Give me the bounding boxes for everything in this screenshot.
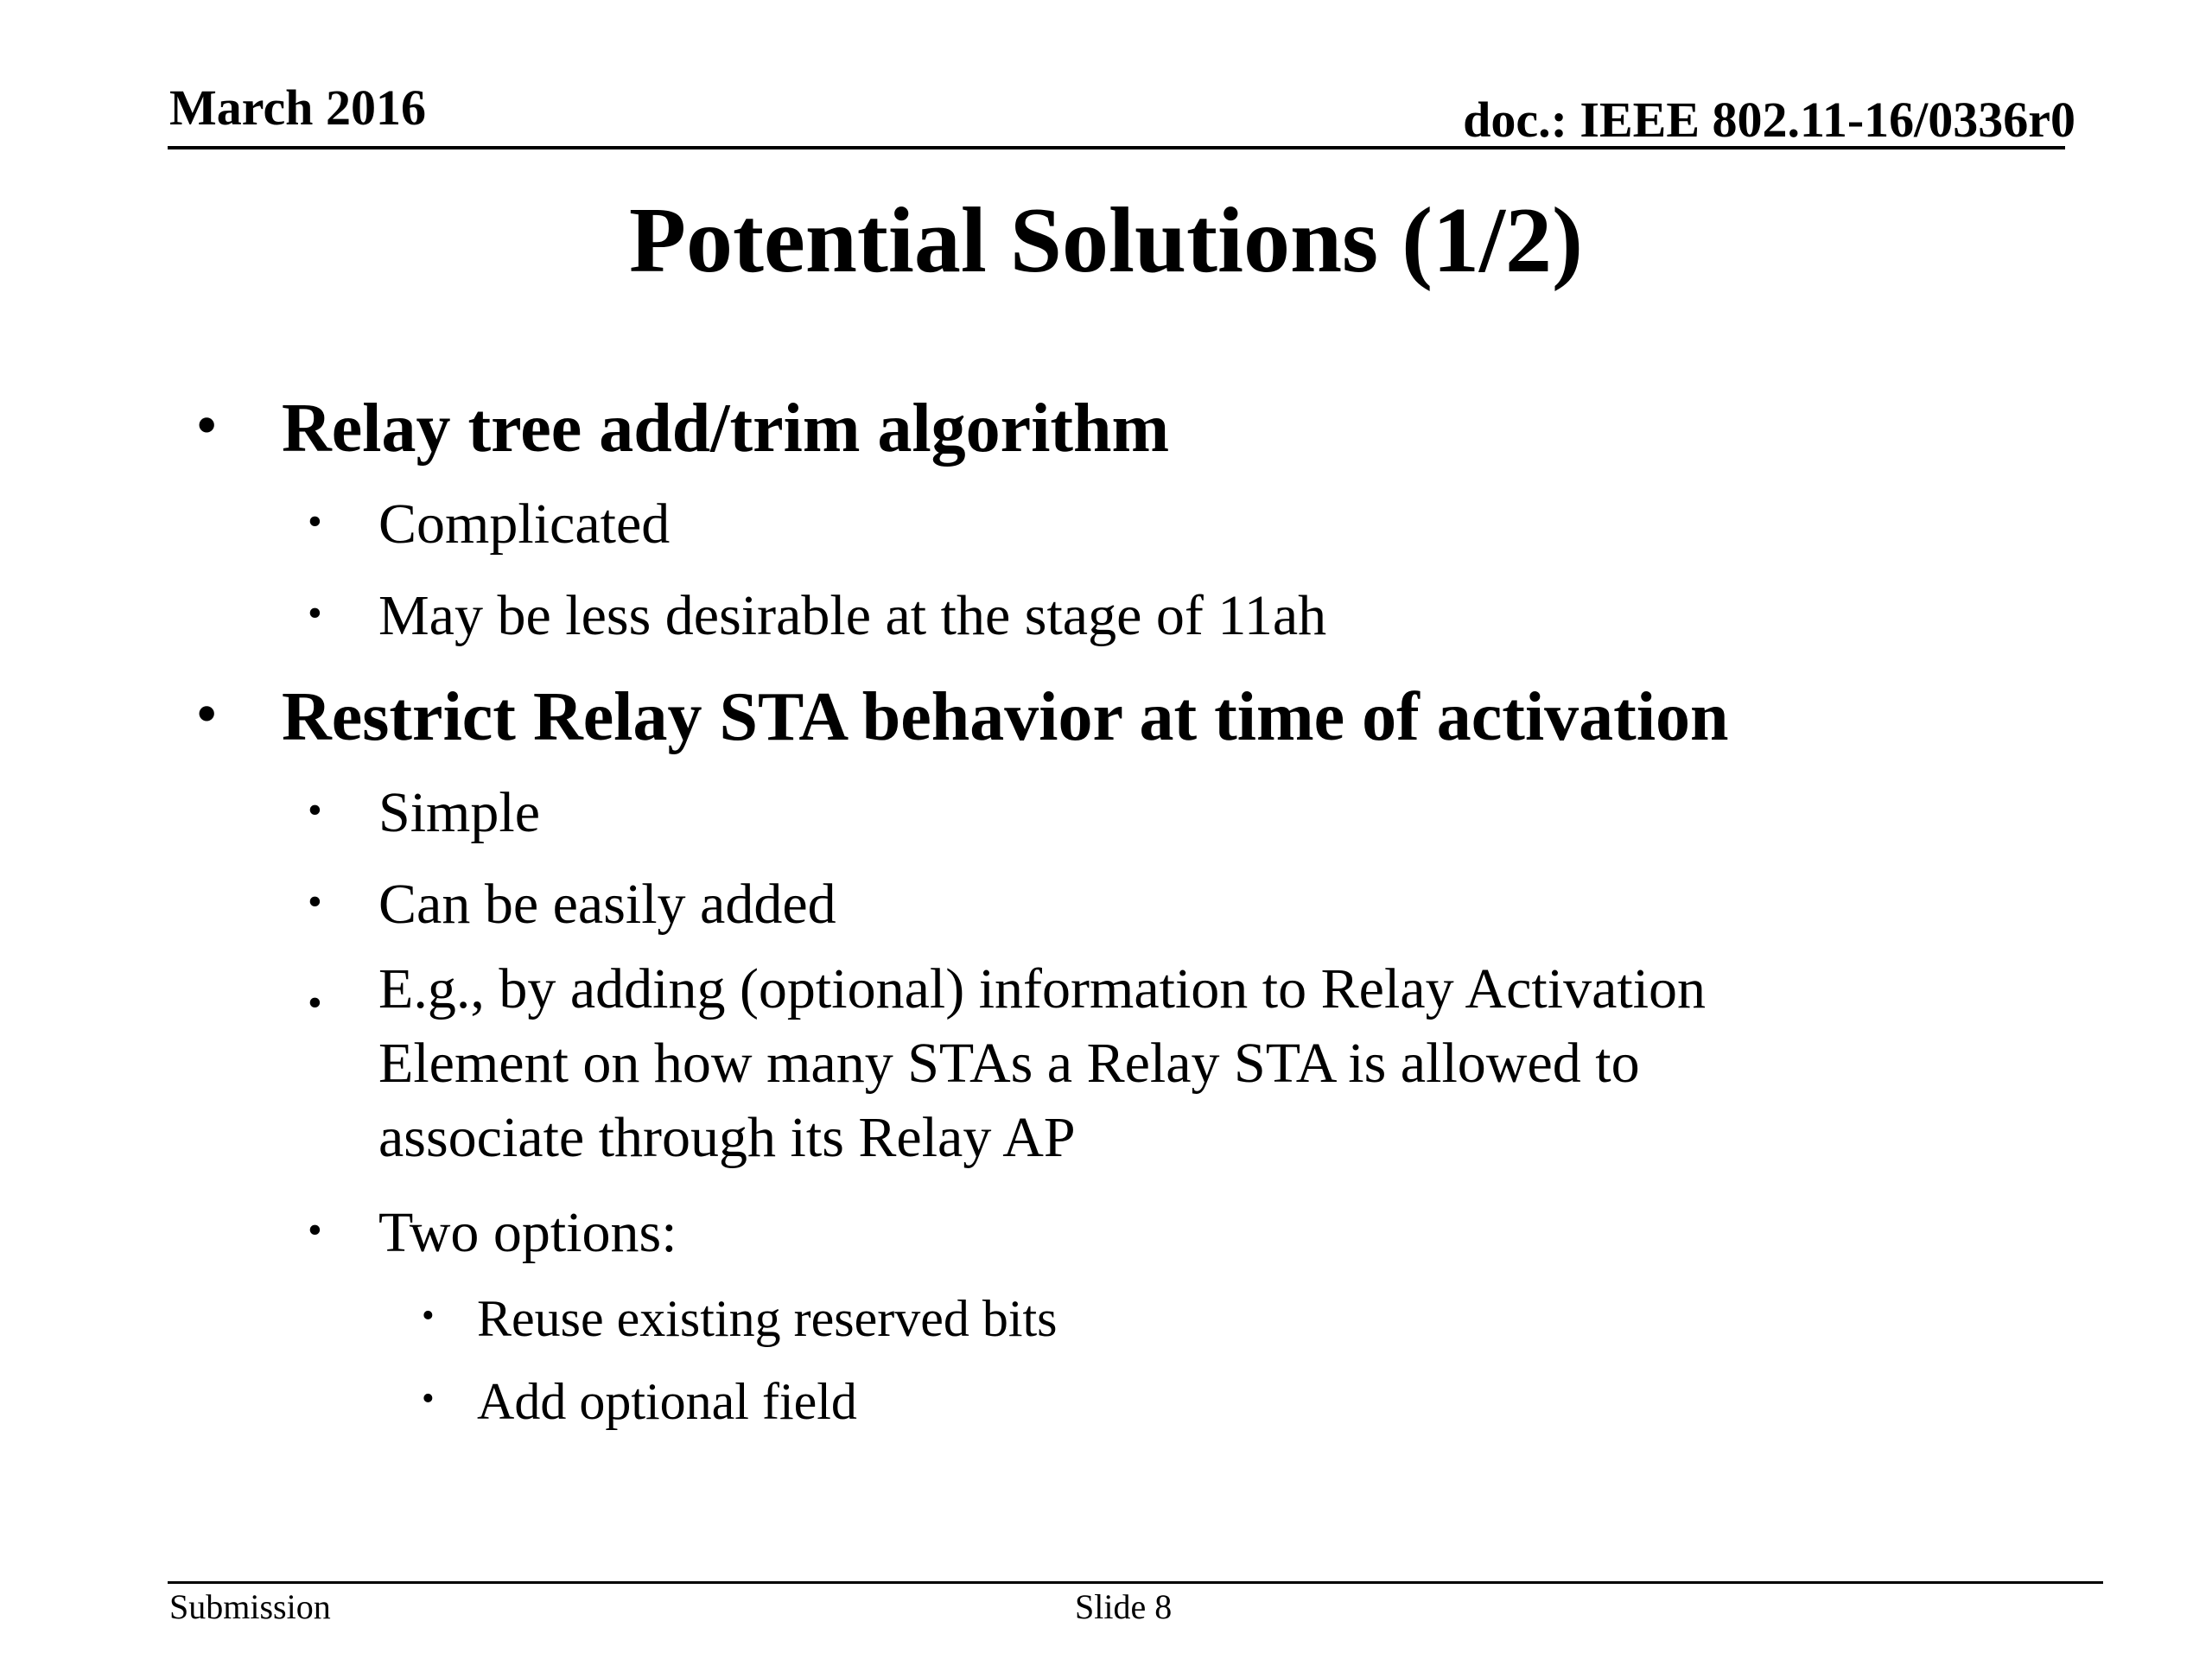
- bullet-text: Can be easily added: [378, 873, 836, 936]
- bullet-dot: •: [197, 394, 217, 455]
- bullet-two-options: [308, 1201, 677, 1264]
- bullet-dot: •: [308, 1207, 322, 1253]
- bullet-text: Restrict Relay STA behavior at time of activation: [282, 679, 1729, 755]
- bullet-simple: [308, 781, 541, 844]
- bullet-dot: •: [308, 590, 322, 636]
- bullet-text: Complicated: [378, 493, 671, 556]
- header-rule: [168, 146, 2065, 149]
- bullet-restrict-relay: [197, 679, 1729, 755]
- bullet-text: Reuse existing reserved bits: [477, 1290, 1058, 1347]
- bullet-complicated: [308, 493, 671, 556]
- bullet-text-line: Element on how many STAs a Relay STA is allowed to: [378, 1032, 1640, 1095]
- bullet-text: Relay tree add/trim algorithm: [282, 391, 1170, 467]
- bullet-dot: •: [308, 879, 322, 925]
- header-date: March 2016: [169, 79, 426, 136]
- bullet-dot: •: [308, 980, 322, 1026]
- bullet-easily-added: [308, 873, 836, 936]
- bullet-optional-field: [422, 1373, 857, 1430]
- bullet-text-line: associate through its Relay AP: [378, 1106, 1076, 1169]
- bullet-text: Add optional field: [477, 1373, 857, 1430]
- bullet-less-desirable: [308, 584, 1327, 647]
- bullet-dot: •: [308, 787, 322, 833]
- slide-title: Potential Solutions (1/2): [628, 189, 1584, 292]
- bullet-dot: •: [422, 1379, 435, 1419]
- bullet-dot: •: [308, 499, 322, 544]
- bullet-text: May be less desirable at the stage of 11ah: [378, 584, 1327, 647]
- bullet-text: Simple: [378, 781, 541, 844]
- bullet-text-line: E.g., by adding (optional) information to Relay Activation: [378, 957, 1707, 1020]
- bullet-relay-tree: [197, 391, 1170, 467]
- bullet-dot: •: [197, 683, 217, 744]
- footer-slide-number: Slide 8: [1075, 1587, 1173, 1626]
- bullet-reuse-bits: [422, 1290, 1058, 1347]
- bullet-text: Two options:: [378, 1201, 677, 1264]
- header-doc-id: doc.: IEEE 802.11-16/0336r0: [1463, 92, 2075, 148]
- bullet-example: [308, 952, 1707, 1175]
- footer-submission: Submission: [169, 1587, 331, 1626]
- footer-rule: [168, 1581, 2103, 1584]
- bullet-dot: •: [422, 1296, 435, 1336]
